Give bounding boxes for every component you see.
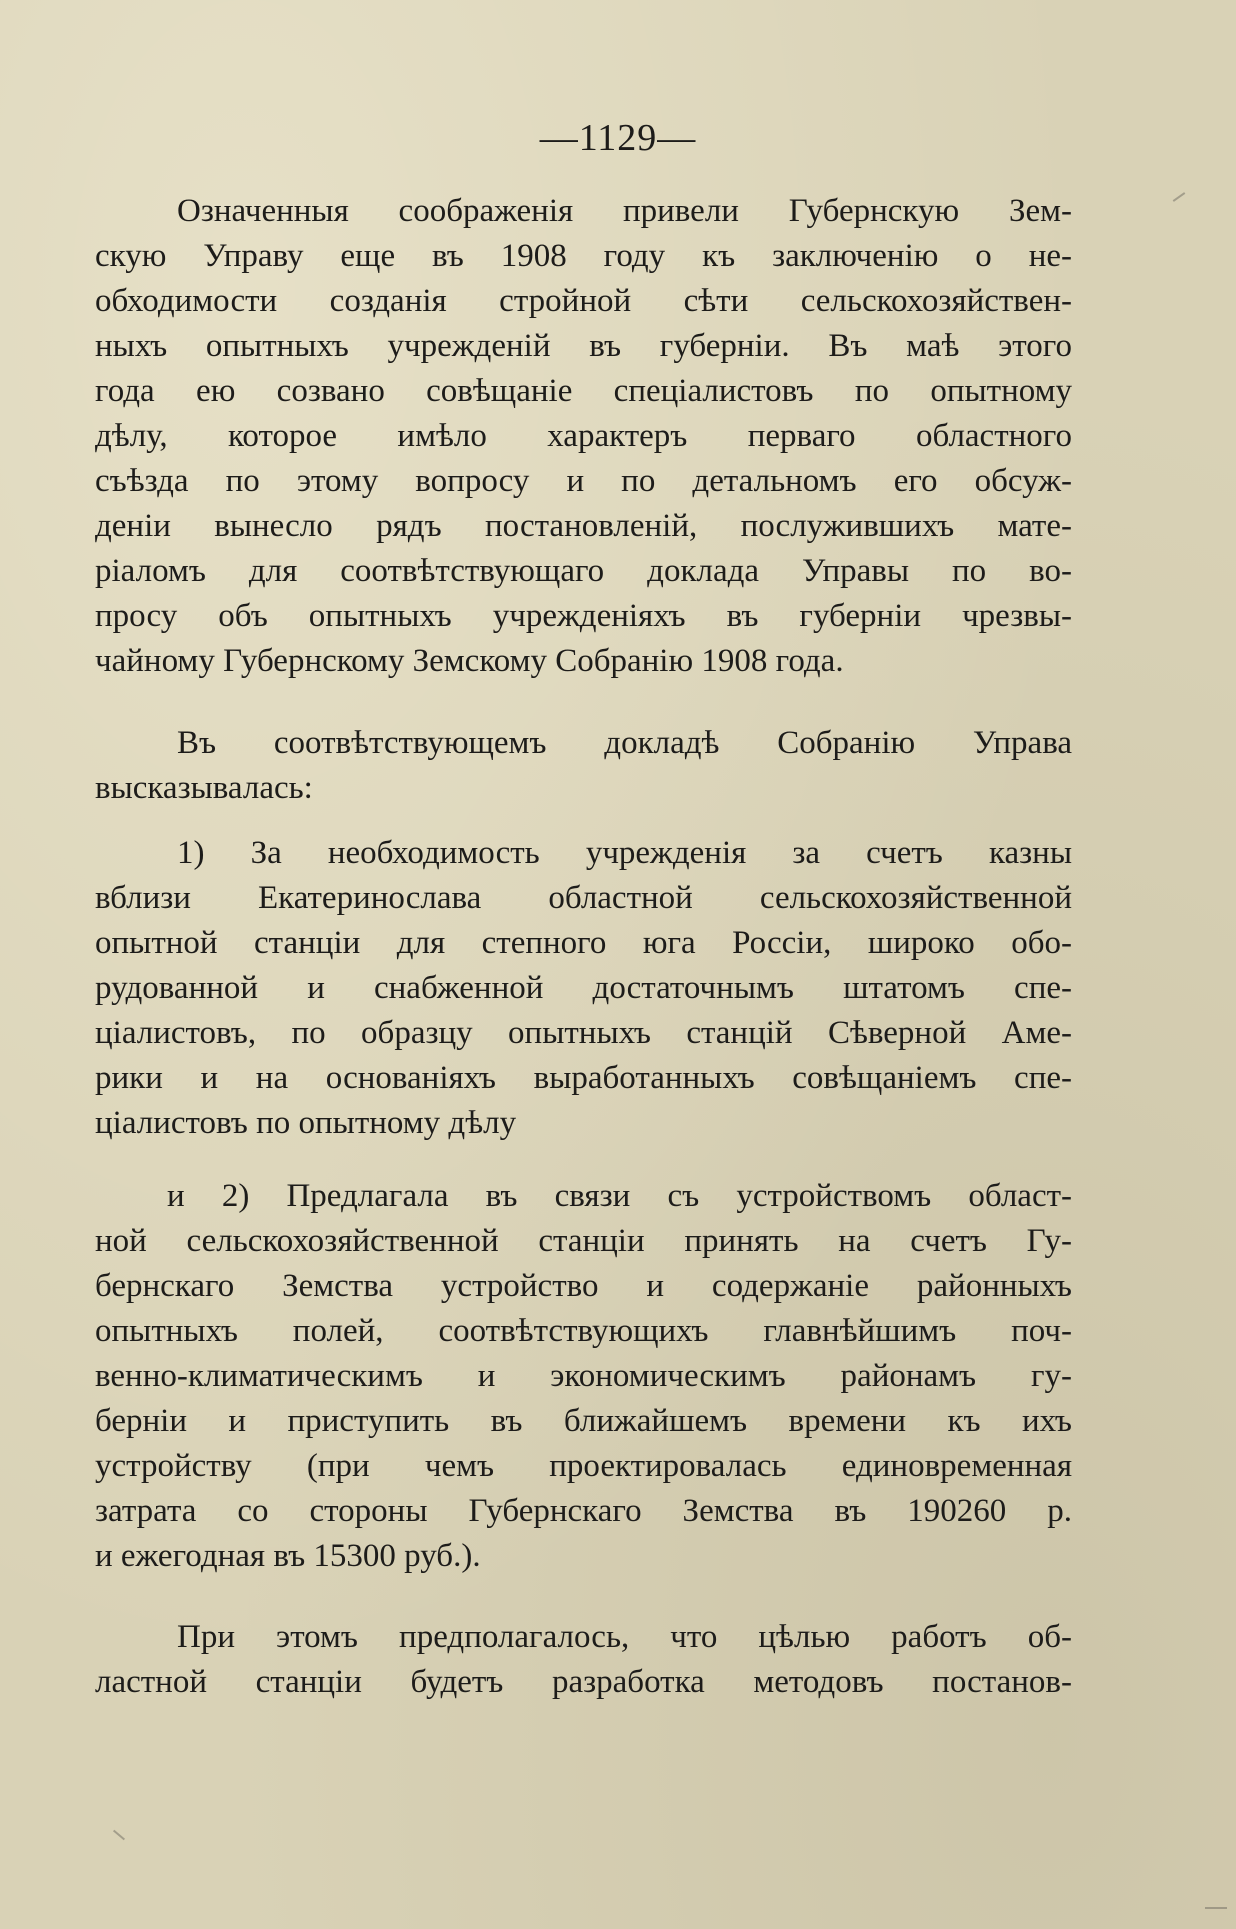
text-line: ріаломъ для соотвѣтствующаго доклада Управы по во-	[95, 553, 1072, 589]
text-line: бернскаго Земства устройство и содержаніе районныхъ	[95, 1268, 1072, 1304]
paragraph-5	[95, 1615, 1072, 1705]
paragraph-4	[95, 1174, 1072, 1579]
text-line: берніи и приступить въ ближайшемъ времени къ ихъ	[95, 1403, 1072, 1439]
text-line: высказывалась:	[95, 770, 313, 806]
text-line: затрата со стороны Губернскаго Земства въ 190260 р.	[95, 1493, 1072, 1529]
text-line: ластной станціи будетъ разработка методовъ постанов-	[95, 1664, 1072, 1700]
text-line: чайному Губернскому Земскому Собранію 1908 года.	[95, 643, 844, 679]
text-line: устройству (при чемъ проектировалась единовременная	[95, 1448, 1072, 1484]
scan-mark	[113, 1830, 125, 1841]
text-line: опытной станціи для степного юга Россіи, широко обо-	[95, 925, 1072, 961]
text-line: ной сельскохозяйственной станціи принять на счетъ Гу-	[95, 1223, 1072, 1259]
text-line: скую Управу еще въ 1908 году къ заключенію о не-	[95, 238, 1072, 274]
paragraph-1	[95, 189, 1072, 684]
text-line: ныхъ опытныхъ учрежденій въ губерніи. Въ маѣ этого	[95, 328, 1072, 364]
text-line: года ею созвано совѣщаніе спеціалистовъ по опытному	[95, 373, 1072, 409]
page-number: —1129—	[539, 117, 697, 159]
text-line: венно-климатическимъ и экономическимъ районамъ гу-	[95, 1358, 1072, 1394]
text-line: просу объ опытныхъ учрежденіяхъ въ губерніи чрезвы-	[95, 598, 1072, 634]
text-line: обходимости созданія стройной сѣти сельскохозяйствен-	[95, 283, 1072, 319]
text-line: Въ соотвѣтствующемъ докладѣ Собранію Управа	[177, 725, 1072, 761]
text-line: вблизи Екатеринослава областной сельскохозяйственной	[95, 880, 1072, 916]
text-line: рудованной и снабженной достаточнымъ штатомъ спе-	[95, 970, 1072, 1006]
text-line: Означенныя соображенія привели Губернскую Зем-	[177, 193, 1072, 229]
text-line: и ежегодная въ 15300 руб.).	[95, 1538, 481, 1574]
text-line: 1) За необходимость учрежденія за счетъ казны	[177, 835, 1072, 871]
scan-mark	[1173, 192, 1186, 202]
text-line: деніи вынесло рядъ постановленій, послужившихъ мате-	[95, 508, 1072, 544]
text-line: ціалистовъ, по образцу опытныхъ станцій Сѣверной Аме-	[95, 1015, 1072, 1051]
text-line: опытныхъ полей, соотвѣтствующихъ главнѣйшимъ поч-	[95, 1313, 1072, 1349]
text-line: и 2) Предлагала въ связи съ устройствомъ област-	[167, 1178, 1072, 1214]
paragraph-3	[95, 831, 1072, 1146]
paragraph-2	[95, 721, 1072, 811]
text-line: ціалистовъ по опытному дѣлу	[95, 1105, 517, 1141]
text-line: рики и на основаніяхъ выработанныхъ совѣщаніемъ спе-	[95, 1060, 1072, 1096]
scan-mark	[1205, 1907, 1227, 1909]
text-line: При этомъ предполагалось, что цѣлью работъ об-	[177, 1619, 1072, 1655]
text-line: съѣзда по этому вопросу и по детальномъ его обсуж-	[95, 463, 1072, 499]
text-line: дѣлу, которое имѣло характеръ перваго областного	[95, 418, 1072, 454]
